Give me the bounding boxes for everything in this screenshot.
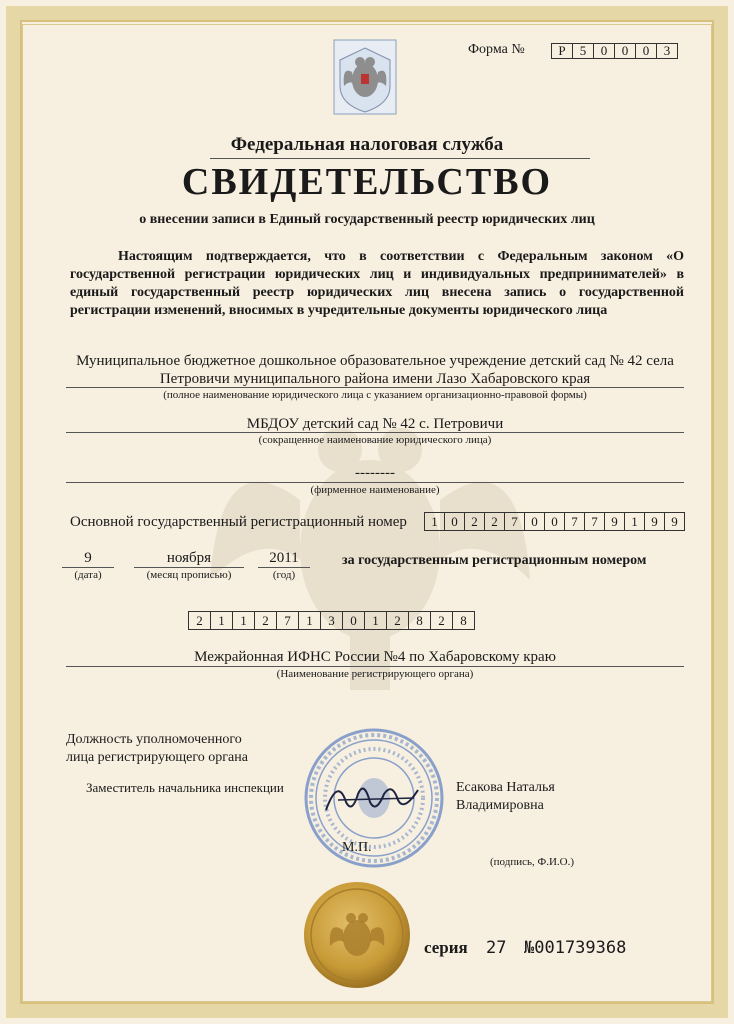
ogrn-digit: 0 bbox=[544, 512, 565, 531]
date-month-underline bbox=[134, 567, 244, 568]
form-number-label: Форма № bbox=[468, 42, 525, 57]
signer-name-1: Есакова Наталья bbox=[456, 780, 555, 795]
grn-digit: 3 bbox=[320, 611, 343, 630]
grn-boxes bbox=[188, 611, 475, 630]
service-underline bbox=[210, 158, 590, 159]
ogrn-digit: 9 bbox=[604, 512, 625, 531]
ogrn-digit: 0 bbox=[524, 512, 545, 531]
ogrn-label: Основной государственный регистрационный номер bbox=[70, 514, 407, 530]
date-day-caption: (дата) bbox=[74, 569, 102, 581]
short-name-underline bbox=[66, 432, 684, 433]
confirmation-paragraph: Настоящим подтверждается, что в соответствии с Федеральным законом «О государственной регистрации юридических лиц и индивидуальных предпринимателей» в единый государственный реестр юридических лиц внесена запись о государственной регистрации изменений, вносимых в учредительные документы юридического лица bbox=[70, 249, 684, 318]
short-name-caption: (сокращенное наименование юридического лица) bbox=[258, 434, 492, 446]
grn-digit: 1 bbox=[232, 611, 255, 630]
position-label-2: лица регистрирующего органа bbox=[66, 750, 248, 765]
grn-digit: 1 bbox=[364, 611, 387, 630]
grn-digit: 1 bbox=[210, 611, 233, 630]
brand-name-caption: (фирменное наименование) bbox=[310, 484, 440, 496]
grn-digit: 8 bbox=[408, 611, 431, 630]
position-label-1: Должность уполномоченного bbox=[66, 732, 242, 747]
brand-name-value: -------- bbox=[355, 465, 395, 481]
grn-digit: 2 bbox=[254, 611, 277, 630]
grn-digit: 1 bbox=[298, 611, 321, 630]
form-number-digit: 3 bbox=[656, 43, 678, 59]
grn-label: за государственным регистрационным номером bbox=[342, 553, 647, 568]
full-name-line-1: Муниципальное бюджетное дошкольное образовательное учреждение детский сад № 42 села bbox=[76, 353, 674, 369]
ogrn-digit: 7 bbox=[564, 512, 585, 531]
full-name-line-2: Петровичи муниципального района имени Лазо Хабаровского края bbox=[159, 371, 591, 387]
grn-digit: 2 bbox=[430, 611, 453, 630]
form-number-boxes bbox=[551, 43, 678, 59]
service-name: Федеральная налоговая служба bbox=[230, 134, 504, 155]
date-month: ноября bbox=[166, 550, 212, 566]
series-label: серия bbox=[424, 938, 468, 957]
ogrn-digit: 1 bbox=[424, 512, 445, 531]
authority-value: Межрайонная ИФНС России №4 по Хабаровскому краю bbox=[194, 649, 556, 665]
full-name-underline bbox=[66, 387, 684, 388]
series-code: 27 bbox=[486, 938, 507, 958]
grn-digit: 0 bbox=[342, 611, 365, 630]
grn-digit: 7 bbox=[276, 611, 299, 630]
signature-caption: (подпись, Ф.И.О.) bbox=[490, 856, 574, 868]
handwritten-signature-icon bbox=[318, 772, 428, 822]
series-number: №001739368 bbox=[524, 938, 627, 958]
coat-of-arms-icon bbox=[332, 38, 398, 116]
grn-digit: 8 bbox=[452, 611, 475, 630]
form-number-digit: 5 bbox=[572, 43, 594, 59]
form-number-digit: 0 bbox=[635, 43, 657, 59]
date-year-caption: (год) bbox=[272, 569, 296, 581]
authority-caption: (Наименование регистрирующего органа) bbox=[276, 668, 474, 680]
form-number-digit: Р bbox=[551, 43, 573, 59]
date-year: 2011 bbox=[269, 550, 299, 566]
short-name-value: МБДОУ детский сад № 42 с. Петровичи bbox=[246, 416, 504, 432]
ogrn-boxes bbox=[424, 512, 685, 531]
ogrn-digit: 7 bbox=[504, 512, 525, 531]
ogrn-digit: 7 bbox=[584, 512, 605, 531]
stamp-place-label: М.П. bbox=[342, 840, 372, 855]
grn-digit: 2 bbox=[386, 611, 409, 630]
document-subtitle: о внесении записи в Единый государственный реестр юридических лиц bbox=[139, 212, 595, 227]
signer-position: Заместитель начальника инспекции bbox=[86, 780, 284, 795]
ogrn-digit: 2 bbox=[484, 512, 505, 531]
date-month-caption: (месяц прописью) bbox=[146, 569, 232, 581]
ogrn-digit: 1 bbox=[624, 512, 645, 531]
grn-digit: 2 bbox=[188, 611, 211, 630]
gold-seal-icon bbox=[302, 880, 412, 990]
ogrn-digit: 2 bbox=[464, 512, 485, 531]
ogrn-digit: 9 bbox=[664, 512, 685, 531]
ogrn-digit: 9 bbox=[644, 512, 665, 531]
signer-name-2: Владимировна bbox=[456, 798, 544, 813]
brand-name-underline bbox=[66, 482, 684, 483]
form-number-digit: 0 bbox=[593, 43, 615, 59]
date-day: 9 bbox=[84, 550, 92, 566]
form-number-digit: 0 bbox=[614, 43, 636, 59]
document-title: СВИДЕТЕЛЬСТВО bbox=[181, 161, 553, 203]
authority-underline bbox=[66, 666, 684, 667]
ogrn-digit: 0 bbox=[444, 512, 465, 531]
date-year-underline bbox=[258, 567, 310, 568]
date-day-underline bbox=[62, 567, 114, 568]
full-name-caption: (полное наименование юридического лица с указанием организационно-правовой формы) bbox=[163, 389, 587, 401]
